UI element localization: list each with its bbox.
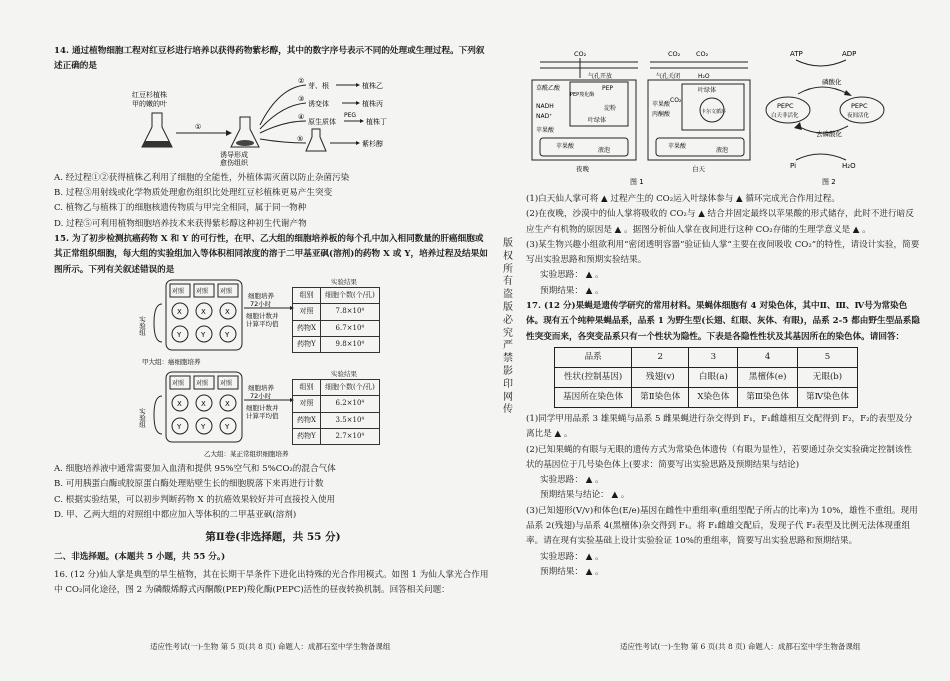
q14-b4-to: 植株丁 [366, 117, 387, 126]
fig1-chloroplast-label: 叶绿体 [588, 117, 607, 124]
q17-sub2-idea: 实验思路： ▲ 。 [540, 475, 604, 486]
copyright-banner: 版权所有 盗版必究 严禁影印网传 [503, 238, 513, 416]
process-2: 72小时 [250, 391, 272, 400]
fig1-malate2-day: 苹果酸 [668, 143, 687, 150]
left-column [54, 44, 492, 598]
fig1-stoma-closed: 气孔关闭 [656, 73, 681, 80]
yi-caption: 乙大组：某正常组织细胞培养 [204, 449, 289, 458]
fig1-vacuole-day-label: 液泡 [716, 147, 729, 154]
fig2-pepc-day-state: 白天非活化 [771, 113, 799, 119]
footer-right: 适应性考试(一)·生物 第 6 页(共 8 页) 命题人：成都石室中学生物备课组 [620, 642, 861, 651]
q15-stem: 15. 为了初步检测抗癌药物 X 和 Y 的可行性，在甲、乙大组的细胞培养板的每个孔中加入相同数量的肝癌细胞或其正常组织细胞，每大组的实验组加入等体积相同浓度的溶于二甲基亚砜(溶剂)的药物 X 或 Y，培养过程及结果如图所示。下列有关叙述错误的是 [54, 234, 488, 275]
process-2: 72小时 [250, 299, 272, 308]
table-row: 性状(控制基因) 残翅(v) 白眼(a) 黑檀体(e) 无眼(b) [555, 367, 858, 387]
q16-sub3-result: 预期结果： ▲ 。 [540, 285, 604, 296]
well-control-3: 对照 [220, 287, 233, 295]
exp-group-label-jia: 实验组 [138, 315, 146, 336]
process-1: 细胞培养 [248, 291, 274, 300]
q17-stem: 17. (12 分)果蝇是遗传学研究的常用材料。果蝇体细胞有 4 对染色体，其中Ⅱ、Ⅲ、Ⅳ号为常染色体。现有五个纯种果蝇品系，品系 1 为野生型(长翅、红眼、灰体、有眼)，品系 2-5 都由野生型品系隐性突变而来，各突变品系只有一个性状为隐性。下表是各隐性性状及其基因所在的染色体。请回答： [526, 301, 920, 342]
yi-result-title: 实验结果 [331, 369, 357, 378]
jia-caption: 甲大组：癌细胞培养 [142, 357, 201, 366]
q15-option-a: A. 细胞培养液中通常需要加入血清和提供 95%空气和 5%CO₂的混合气体 [54, 463, 336, 474]
table-row: 品系 2 3 4 5 [555, 347, 858, 367]
well-control-1: 对照 [172, 287, 185, 295]
q14-source-label2: 甲的嫩的叶 [132, 99, 167, 108]
process-4: 计算平均值 [246, 319, 279, 328]
fig1-pep: PEP [602, 85, 614, 92]
fig2-pepc-day: PEPC [777, 102, 794, 110]
q14-b4: ④ [298, 112, 305, 121]
q14-step1: ① [195, 122, 202, 131]
q16-sub3: (3)某生物兴趣小组欲利用“密闭透明容器”验证仙人掌“主要在夜间吸收 CO₂”的特性，请设计实验，简要写出实验思路和预期实验结果。 [526, 239, 920, 266]
q14-b2-text: 芽、根 [308, 81, 329, 90]
fig1-co2-day: CO₂ [668, 50, 681, 58]
fig1-night-label: 夜晚 [576, 165, 589, 173]
q14-option-c: C. 植物乙与植株丁的细胞核遗传物质与甲完全相同，属于同一物种 [54, 203, 307, 214]
q14-b2-to: 植株乙 [362, 81, 383, 90]
right-column [526, 44, 920, 580]
q14-option-d: D. 过程⑤可利用植物细胞培养技术来获得紫杉醇这种初生代谢产物 [54, 218, 307, 229]
fig1-caption: 图 1 [630, 178, 644, 186]
well-y-2: Y [201, 422, 206, 431]
q16-figures [526, 44, 920, 186]
table-row: 药物Y 2.7×10⁴ [293, 428, 380, 444]
table-row: 药物X 3.5×10⁴ [293, 412, 380, 428]
table-row: 基因所在染色体 第Ⅱ染色体 X染色体 第Ⅲ染色体 第Ⅳ染色体 [555, 387, 858, 407]
fig2-atp: ATP [790, 50, 803, 58]
fig2-dephos: 去磷酸化 [816, 130, 842, 138]
section2-title: 二、非选择题。(本题共 5 小题，共 55 分。) [54, 552, 226, 563]
q15-figure-jia [54, 278, 492, 370]
fig2-pepc-night-state: 夜间活化 [847, 113, 870, 119]
table-row: 对照 7.8×10⁴ [293, 304, 380, 320]
q14-b5-to: 紫杉醇 [362, 139, 383, 148]
q15-option-b: B. 可用胰蛋白酶或胶原蛋白酶处理贴壁生长的细胞脱落下来再进行计数 [54, 479, 324, 490]
fig1-oaa: 草酰乙酸 [536, 85, 561, 92]
well-control-1: 对照 [172, 379, 185, 387]
q15-figure-yi [54, 370, 492, 462]
q14-b4-text: 原生质体 [308, 117, 336, 126]
well-y-1: Y [177, 422, 182, 431]
fig1-pep-enzyme: PEP羧化酶 [570, 92, 595, 98]
fig1-chloroplast-day-label: 叶绿体 [698, 87, 717, 94]
q14-b2: ② [298, 76, 305, 85]
process-1: 细胞培养 [248, 383, 274, 392]
jia-result-table [292, 287, 380, 353]
q17-strain-table [554, 347, 858, 408]
callus-icon [236, 140, 254, 146]
exp-group-label-yi: 实验组 [138, 407, 146, 428]
fig2-h2o: H₂O [842, 162, 856, 170]
flask-icon [306, 129, 326, 151]
fig2-phos: 磷酸化 [822, 78, 842, 86]
q17-sub3-idea: 实验思路： ▲ 。 [540, 551, 604, 562]
q17-sub3-result: 预期结果： ▲ 。 [540, 566, 604, 577]
fig1-co2-inner: CO₂ [670, 97, 682, 104]
jia-result-title: 实验结果 [331, 277, 357, 286]
fig1-nad: NAD⁺ [536, 113, 553, 120]
well-y-3: Y [225, 330, 230, 339]
fig1-co2-day-2: CO₂ [696, 50, 709, 58]
well-y-3: Y [225, 422, 230, 431]
q17-sub1: (1)同学甲用品系 3 雄果蝇与品系 5 雌果蝇进行杂交得到 F₁，F₁雌雄相互交配得到 F₂，F₂的表型及分离比是 ▲ 。 [526, 413, 913, 440]
q14-b5: ⑤ [297, 134, 304, 143]
fig1-co2-night: CO₂ [574, 50, 587, 58]
fig2-adp: ADP [842, 50, 857, 58]
fig1-pyruvate: 丙酮酸 [652, 111, 671, 118]
fig1-malate-day: 苹果酸 [652, 101, 671, 108]
q14-b3: ③ [298, 94, 305, 103]
process-3: 细胞计数并 [246, 403, 279, 412]
table-row: 药物X 6.7×10⁴ [293, 320, 380, 336]
process-4: 计算平均值 [246, 411, 279, 420]
fig1-day-label: 白天 [692, 165, 705, 173]
q17-sub2-result: 预期结果与结论： ▲ 。 [540, 490, 630, 501]
well-x-2: X [201, 307, 206, 316]
table-row: 对照 6.2×10⁴ [293, 396, 380, 412]
q17-sub3: (3)已知翅形(V/v)和体色(E/e)基因在雌性中重组率(重组型配子所占的比率)为 10%，雄性不重组。现用品系 2(残翅)与品系 4(黑檀体)杂交得到 F₁。将 F₁雌雄交配后，发现子代 F₂表型及比例无法体现重组率。请在现有实验基础上设计实验验证 10%的重组率，简要写出实验思路和预期结果。 [526, 505, 918, 547]
well-y-1: Y [177, 330, 182, 339]
well-x-3: X [225, 307, 230, 316]
process-3: 细胞计数并 [246, 311, 279, 320]
fig1-h2o: H₂O [698, 73, 710, 80]
q14-callus2: 愈伤组织 [220, 158, 248, 167]
fig1-malate-night: 苹果酸 [536, 127, 555, 134]
fig1-nadh: NADH [536, 103, 554, 110]
fig1-vacuole-night-label: 液泡 [598, 147, 611, 154]
table-row: 组别 细胞个数(个/孔) [293, 287, 380, 303]
q16-sub2: (2)在夜晚，沙漠中的仙人掌将吸收的 CO₂与 ▲ 结合并固定最终以苹果酸的形式储存，此时不进行暗反应生产有机物的原因是 ▲ 。据图分析仙人掌在夜间进行这种 CO₂存储的生理学意义是 ▲ 。 [526, 209, 914, 235]
q16-stem: 16. (12 分)仙人掌是典型的旱生植物，其在长期干旱条件下进化出特殊的光合作用模式。如图 1 为仙人掌光合作用中 CO₂同化途径，图 2 为磷酸烯醇式丙酮酸(PEP)羧化酶(PEPC)活性的昼夜转换机制。回答相关问题： [54, 569, 489, 596]
q14-option-a: A. 经过程①②获得植株乙利用了细胞的全能性，外植体需灭菌以防止杂菌污染 [54, 172, 350, 183]
q16-sub3-idea: 实验思路： ▲ 。 [540, 270, 604, 281]
table-row: 组别 细胞个数(个/孔) [293, 379, 380, 395]
footer-left: 适应性考试(一)·生物 第 5 页(共 8 页) 命题人：成都石室中学生物备课组 [150, 642, 391, 651]
fig2-caption: 图 2 [822, 178, 836, 186]
fig1-malate2-night: 苹果酸 [556, 143, 575, 150]
well-x-1: X [177, 307, 182, 316]
well-control-3: 对照 [220, 379, 233, 387]
leaf-sample-icon [142, 141, 172, 147]
fig2-pepc-night: PEPC [851, 102, 868, 110]
q14-b3-text: 诱变体 [308, 99, 329, 108]
q14-callus: 诱导形成 [220, 150, 248, 159]
q14-b3-to: 植株丙 [362, 99, 383, 108]
well-y-2: Y [201, 330, 206, 339]
yi-result-table [292, 379, 380, 445]
q15-option-c: C. 根据实验结果，可以初步判断药物 X 的抗癌效果较好并可直接投入使用 [54, 494, 336, 505]
fig1-calvin: 卡尔文循环 [701, 109, 727, 115]
q14-diagram [54, 75, 492, 165]
pepc-night-node [840, 97, 884, 123]
q14-stem: 14. 通过植物细胞工程对红豆杉进行培养以获得药物紫杉醇，其中的数字序号表示不同的处理或生理过程。下列叙述正确的是 [54, 46, 485, 72]
fig2-pi: Pi [790, 162, 797, 170]
well-x-2: X [201, 399, 206, 408]
part2-title: 第Ⅱ卷(非选择题，共 55 分) [205, 531, 341, 544]
q16-sub1: (1)白天仙人掌可将 ▲ 过程产生的 CO₂运入叶绿体参与 ▲ 循环完成光合作用过程。 [526, 194, 840, 204]
q14-option-b: B. 过程③用射线或化学物质处理愈伤组织比处理红豆杉植株更易产生突变 [54, 188, 333, 199]
well-control-2: 对照 [196, 287, 209, 295]
q15-option-d: D. 甲、乙两大组的对照组中都应加入等体积的二甲基亚砜(溶剂) [54, 509, 297, 520]
pepc-day-node [766, 97, 810, 123]
table-row: 药物Y 9.8×10⁴ [293, 336, 380, 352]
fig1-stoma-open: 气孔开放 [588, 73, 613, 80]
fig1-starch: 淀粉 [604, 105, 617, 112]
well-control-2: 对照 [196, 379, 209, 387]
well-x-1: X [177, 399, 182, 408]
q17-sub2: (2)已知果蝇的有眼与无眼的遗传方式为常染色体遗传（有眼为显性），若要通过杂交实验确定控制该性状的基因位于几号染色体上(要求：简要写出实验思路及预期结果与结论) [526, 444, 913, 470]
q14-source-label: 红豆杉植株 [132, 90, 167, 99]
q14-peg: PEG [344, 111, 357, 119]
well-x-3: X [225, 399, 230, 408]
